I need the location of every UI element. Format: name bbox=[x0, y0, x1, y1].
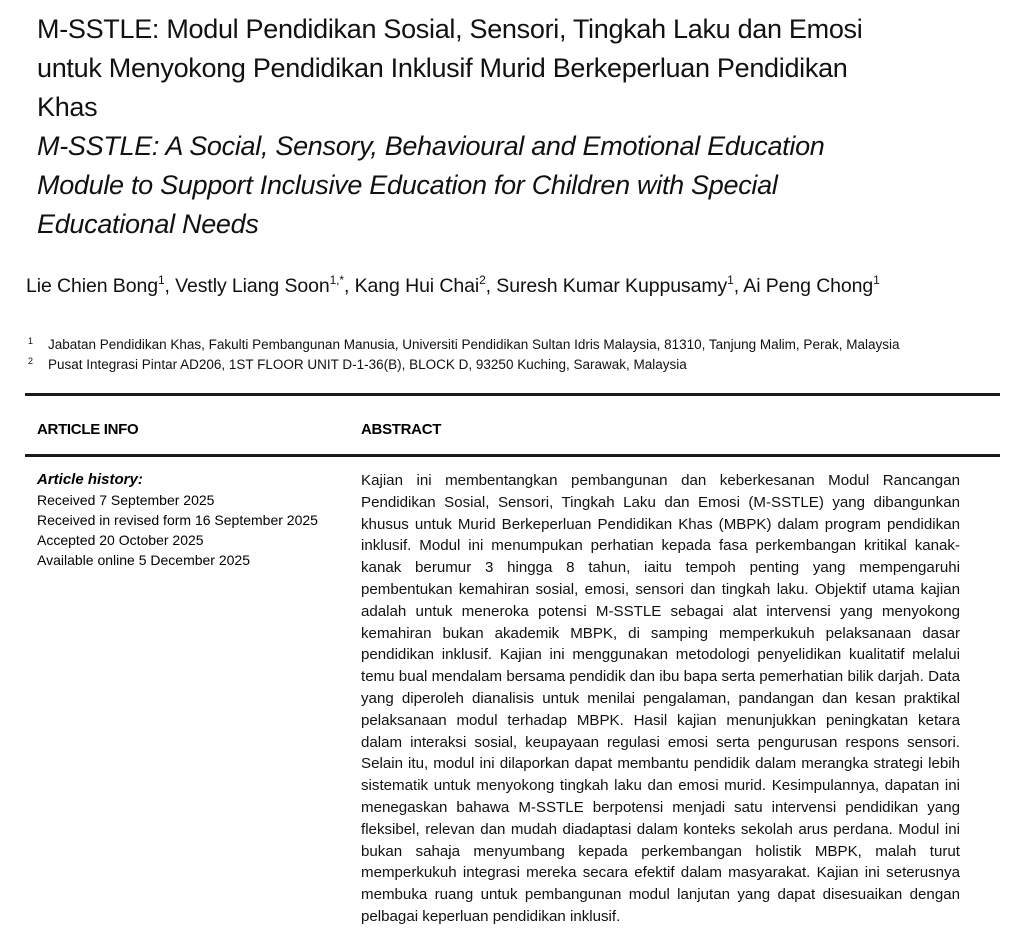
title-english-line: M-SSTLE: A Social, Sensory, Behavioural and Emotional Education bbox=[37, 131, 825, 161]
affiliation-text: Pusat Integrasi Pintar AD206, 1ST FLOOR UNIT D-1-36(B), BLOCK D, 93250 Kuching, Sarawak, Malaysia bbox=[48, 357, 687, 372]
author-affiliation-mark: 1 bbox=[873, 273, 880, 287]
article-history bbox=[37, 470, 318, 570]
author-name: Lie Chien Bong bbox=[26, 275, 158, 297]
author-affiliation-mark: 1,* bbox=[329, 273, 344, 287]
affiliation-number: 2 bbox=[28, 356, 34, 366]
abstract-heading: ABSTRACT bbox=[361, 421, 442, 438]
paper-title bbox=[37, 10, 997, 244]
header-rule-divider bbox=[25, 454, 1000, 457]
abstract-body: Kajian ini membentangkan pembangunan dan keberkesanan Modul Rancangan Pendidikan Sosial, Sensori, Tingkah Laku dan Emosi (M-SSTLE) yang dibangunkan khusus untuk Murid Berkeperluan Pendidikan Khas (MBPK) dalam program pendidikan inklusif. Modul ini menumpukan perhatian kepada fasa perkembangan kritikal kanak-kanak berumur 3 hingga 8 tahun, iaitu tempoh penting yang mempengaruhi pembentukan kemahiran sosial, emosi, sensori dan tingkah laku. Objektif utama kajian adalah untuk meneroka potensi M-SSTLE sebagai alat intervensi yang menyokong kemahiran bukan akademik MBPK, di samping memperkukuh pelaksanaan dasar pendidikan inklusif. Kajian ini menggunakan metodologi penyelidikan kualitatif melalui temu bual mendalam bersama pendidik dan ibu bapa serta pemerhatian bilik darjah. Data yang diperoleh dianalisis untuk menilai pengalaman, pandangan dan kesan praktikal pelaksanaan modul terhadap MBPK. Hasil kajian menunjukkan peningkatan ketara dalam interaksi sosial, keupayaan regulasi emosi serta pengurusan respons sensori. Selain itu, modul ini dilaporkan dapat membantu pendidik dalam merangka strategi lebih sistematik untuk menyokong tingkah laku dan emosi murid. Kesimpulannya, dapatan ini menegaskan bahawa M-SSTLE berpotensi menjadi satu intervensi pendidikan yang fleksibel, relevan dan mudah diadaptasi dalam konteks sekolah arus perdana. Modul ini bukan sahaja menyumbang kepada perkembangan holistik MBPK, malah turut memperkukuh integrasi mereka secara efektif dalam masyarakat. Kajian ini seterusnya membuka ruang untuk pembangunan modul lanjutan yang dapat disesuaikan dengan pelbagai keperluan pendidikan inklusif. bbox=[361, 472, 960, 925]
history-entry: Received in revised form 16 September 2025 bbox=[37, 512, 318, 528]
title-malay-line: Khas bbox=[37, 92, 98, 122]
title-english-line: Educational Needs bbox=[37, 209, 259, 239]
author-name: Vestly Liang Soon bbox=[175, 275, 330, 297]
title-english-line: Module to Support Inclusive Education for Children with Special bbox=[37, 170, 778, 200]
author-affiliation-mark: 2 bbox=[479, 273, 486, 287]
author-name: Ai Peng Chong bbox=[743, 275, 874, 297]
affiliation-text: Jabatan Pendidikan Khas, Fakulti Pembangunan Manusia, Universiti Pendidikan Sultan Idris Malaysia, 81310, Tanjung Malim, Perak, Malaysia bbox=[48, 337, 900, 352]
article-history-title: Article history: bbox=[37, 471, 143, 488]
affiliation-number: 1 bbox=[28, 336, 34, 346]
history-entry: Available online 5 December 2025 bbox=[37, 552, 250, 568]
title-malay-line: M-SSTLE: Modul Pendidikan Sosial, Sensori, Tingkah Laku dan Emosi bbox=[37, 14, 863, 44]
history-entry: Received 7 September 2025 bbox=[37, 492, 215, 508]
author-list: Lie Chien Bong$^1$, Vestly Liang Soon$^{1,*}$, Kang Hui Chai$^2$, Suresh Kumar Kuppusamy$^1$, Ai Peng Chong$^1$ bbox=[26, 273, 880, 297]
article-info-heading: ARTICLE INFO bbox=[37, 421, 139, 438]
author-name: Suresh Kumar Kuppusamy bbox=[496, 275, 728, 297]
history-entry: Accepted 20 October 2025 bbox=[37, 532, 204, 548]
title-malay-line: untuk Menyokong Pendidikan Inklusif Murid Berkeperluan Pendidikan bbox=[37, 53, 848, 83]
author-affiliation-mark: 1 bbox=[727, 273, 734, 287]
top-rule-divider bbox=[25, 393, 1000, 396]
author-name: Kang Hui Chai bbox=[354, 275, 480, 297]
affiliation-item bbox=[28, 335, 899, 355]
affiliation-item bbox=[28, 355, 899, 375]
author-affiliation-mark: 1 bbox=[157, 273, 165, 287]
affiliation-list bbox=[28, 335, 899, 375]
